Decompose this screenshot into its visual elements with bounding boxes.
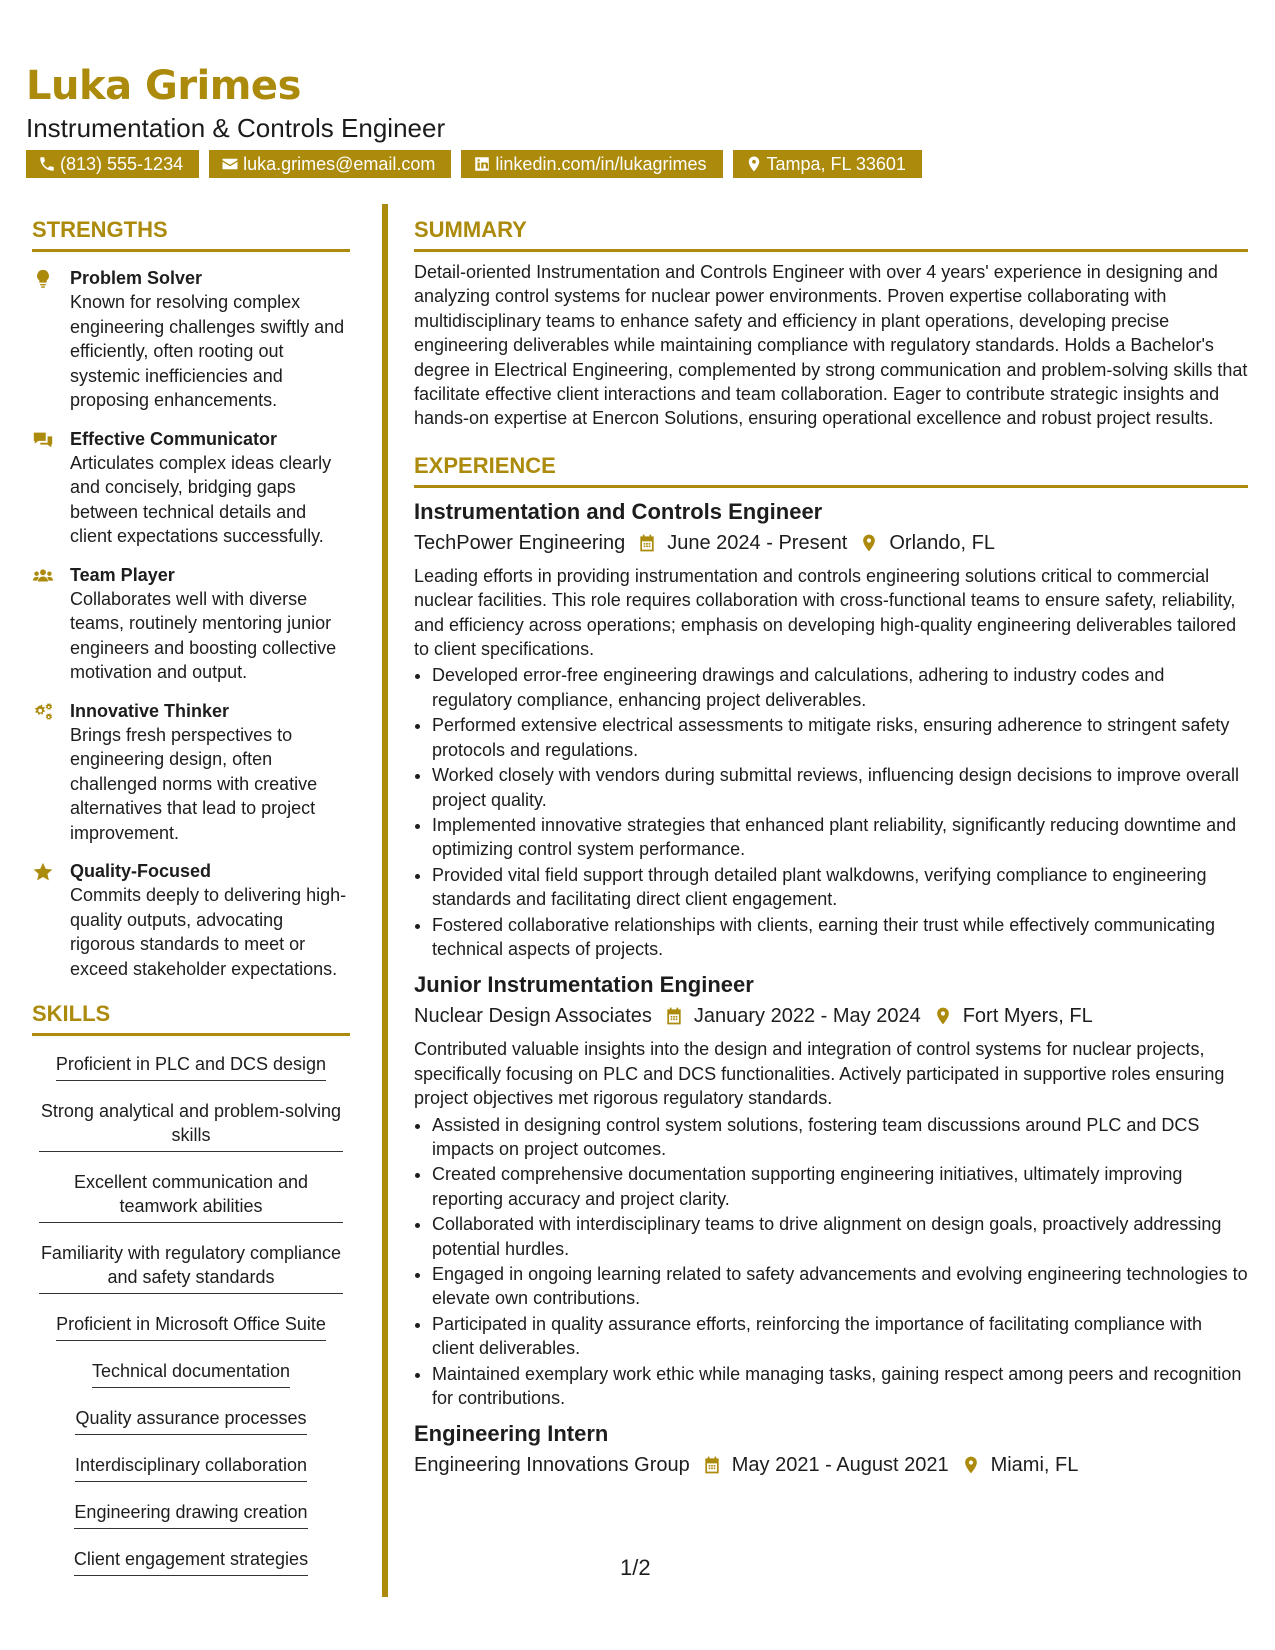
left-column xyxy=(32,215,350,1588)
job-bullet: • Created comprehensive documentation supporting engineering initiatives, ultimately improving reporting accuracy and project clarity. xyxy=(432,1162,1248,1211)
resume-header xyxy=(26,62,1246,178)
skill-item: Strong analytical and problem-solving skills xyxy=(39,1093,343,1152)
strength-item xyxy=(32,266,350,413)
job-bullet: • Provided vital field support through detailed plant walkdowns, verifying compliance to engineering standards and facilitating direct client engagement. xyxy=(432,863,1248,912)
calendar-icon xyxy=(664,1006,684,1026)
skill-item: Technical documentation xyxy=(92,1353,290,1388)
job-location: Orlando, FL xyxy=(889,531,995,554)
job-bullets xyxy=(414,1113,1248,1411)
lightbulb-icon xyxy=(32,268,54,290)
strength-desc: Known for resolving complex engineering challenges swiftly and efficiently, often rooting out systemic inefficiencies and proposing enhancements. xyxy=(70,292,345,410)
job-bullet: • Assisted in designing control system solutions, fostering team discussions around PLC and DCS impacts on project outcomes. xyxy=(432,1113,1248,1162)
job-dates: May 2021 - August 2021 xyxy=(731,1454,949,1477)
contact-location xyxy=(733,150,922,178)
skill-item: Interdisciplinary collaboration xyxy=(75,1447,307,1482)
linkedin-icon xyxy=(473,155,491,173)
strength-desc: Commits deeply to delivering high-quality outputs, advocating rigorous standards to meet or exceed stakeholder expectations. xyxy=(70,885,347,979)
skill-item: Client engagement strategies xyxy=(74,1541,308,1576)
star-icon xyxy=(32,861,54,883)
job-meta xyxy=(414,528,1248,558)
job-entry xyxy=(414,971,1248,1410)
job-location: Miami, FL xyxy=(990,1454,1079,1477)
envelope-icon xyxy=(221,155,239,173)
job-bullet: • Fostered collaborative relationships with clients, earning their trust while effectively communicating technical aspects of projects. xyxy=(432,913,1248,962)
strength-title: Quality-Focused xyxy=(70,861,212,881)
skill-item: Proficient in Microsoft Office Suite xyxy=(56,1306,326,1341)
job-bullet: • Maintained exemplary work ethic while managing tasks, gaining respect among peers and recognition for contributions. xyxy=(432,1362,1248,1411)
strength-desc: Articulates complex ideas clearly and concisely, bridging gaps between technical details and client expectations successfully. xyxy=(70,452,332,546)
contact-email[interactable] xyxy=(209,150,451,178)
phone-icon xyxy=(38,155,56,173)
column-divider xyxy=(382,204,388,1597)
skill-item: Engineering drawing creation xyxy=(74,1494,307,1529)
job-bullet: • Engaged in ongoing learning related to safety advancements and evolving engineering technologies to elevate own contributions. xyxy=(432,1262,1248,1311)
job-entry xyxy=(414,1420,1248,1480)
strength-item xyxy=(32,699,350,846)
job-company: TechPower Engineering xyxy=(414,531,626,554)
location-pin-icon xyxy=(961,1455,981,1475)
summary-heading: SUMMARY xyxy=(414,215,1248,252)
candidate-title: Instrumentation & Controls Engineer xyxy=(26,113,446,143)
users-icon xyxy=(32,565,54,587)
contact-phone-text: (813) 555-1234 xyxy=(60,153,184,174)
skill-item: Familiarity with regulatory compliance and safety standards xyxy=(39,1235,343,1294)
contact-email-text: luka.grimes@email.com xyxy=(243,153,436,174)
strength-desc: Collaborates well with diverse teams, routinely mentoring junior engineers and boosting collective motivation and output. xyxy=(70,588,337,682)
job-title: Instrumentation and Controls Engineer xyxy=(414,498,823,524)
contact-linkedin-text: linkedin.com/in/lukagrimes xyxy=(495,153,707,174)
job-bullet: • Developed error-free engineering drawings and calculations, adhering to industry codes and regulatory compliance, enhancing project deliverables. xyxy=(432,663,1248,712)
location-pin-icon xyxy=(859,533,879,553)
strength-item xyxy=(32,563,350,685)
job-description: Leading efforts in providing instrumentation and controls engineering solutions critical to commercial nuclear facilities. This role requires collaboration with cross-functional teams to ensure safety, reliability, and efficiency across operations; emphasis on developing high-quality engineering deliverables tailored to client specifications. xyxy=(414,565,1237,660)
job-title: Junior Instrumentation Engineer xyxy=(414,972,754,998)
job-company: Nuclear Design Associates xyxy=(414,1005,652,1028)
calendar-icon xyxy=(702,1455,722,1475)
job-bullet: • Participated in quality assurance efforts, reinforcing the importance of facilitating compliance with client deliverables. xyxy=(432,1312,1248,1361)
page-number: 1/2 xyxy=(620,1555,651,1580)
job-dates: June 2024 - Present xyxy=(667,531,848,554)
job-location: Fort Myers, FL xyxy=(962,1005,1093,1028)
job-bullet: • Worked closely with vendors during submittal reviews, influencing design decisions to improve overall project quality. xyxy=(432,763,1248,812)
contact-linkedin[interactable] xyxy=(461,150,722,178)
job-title: Engineering Intern xyxy=(414,1421,609,1447)
skills-list xyxy=(32,1046,350,1588)
calendar-icon xyxy=(637,533,657,553)
comments-icon xyxy=(32,429,54,451)
candidate-name: Luka Grimes xyxy=(26,63,301,109)
strength-desc: Brings fresh perspectives to engineering design, often challenged norms with creative alternatives that lead to project improvement. xyxy=(70,724,318,843)
location-pin-icon xyxy=(745,155,763,173)
strength-title: Effective Communicator xyxy=(70,428,278,449)
contact-bar xyxy=(26,150,1246,178)
strength-title: Team Player xyxy=(70,564,175,585)
job-bullet: • Collaborated with interdisciplinary teams to drive alignment on design goals, proactively addressing potential hurdles. xyxy=(432,1212,1248,1261)
job-entry xyxy=(414,498,1248,962)
skill-item: Quality assurance processes xyxy=(75,1400,306,1435)
strength-title: Innovative Thinker xyxy=(70,700,230,721)
job-bullet: • Performed extensive electrical assessments to mitigate risks, ensuring adherence to stringent safety protocols and regulations. xyxy=(432,713,1248,762)
strengths-list xyxy=(32,266,350,981)
job-meta xyxy=(414,1450,1248,1480)
strength-title: Problem Solver xyxy=(70,268,203,288)
job-meta xyxy=(414,1001,1248,1031)
strength-item xyxy=(32,859,350,981)
job-company: Engineering Innovations Group xyxy=(414,1454,690,1477)
job-dates: January 2022 - May 2024 xyxy=(693,1005,921,1028)
right-column xyxy=(414,215,1248,1480)
strengths-heading: STRENGTHS xyxy=(32,215,350,252)
skills-heading: SKILLS xyxy=(32,999,350,1036)
cogs-icon xyxy=(32,701,54,723)
skill-item: Excellent communication and teamwork abilities xyxy=(39,1164,343,1223)
contact-location-text: Tampa, FL 33601 xyxy=(766,153,906,174)
experience-heading: EXPERIENCE xyxy=(414,451,1248,488)
skill-item: Proficient in PLC and DCS design xyxy=(56,1046,326,1081)
strength-item xyxy=(32,427,350,549)
job-bullets xyxy=(414,663,1248,961)
job-bullet: • Implemented innovative strategies that enhanced plant reliability, significantly reducing downtime and optimizing control system performance. xyxy=(432,813,1248,862)
location-pin-icon xyxy=(933,1006,953,1026)
summary-text: Detail-oriented Instrumentation and Controls Engineer with over 4 years' experience in designing and analyzing control systems for nuclear power environments. Proven expertise collaborating with multidisciplinary teams to enhance safety and efficiency in plant operations, developing precise engineering deliverables while maintaining compliance with regulatory standards. Holds a Bachelor's degree in Electrical Engineering, complemented by strong communication and problem-solving skills that facilitate effective client interactions and team collaboration. Eager to contribute strategic insights and hands-on expertise at Enercon Solutions, ensuring operational excellence and robust project results. xyxy=(414,262,1248,429)
contact-phone[interactable] xyxy=(26,150,199,178)
job-description: Contributed valuable insights into the design and integration of control systems for nuclear projects, specifically focusing on PLC and DCS functionalities. Actively participated in supportive roles ensuring project objectives met rigorous regulatory standards. xyxy=(414,1039,1225,1109)
